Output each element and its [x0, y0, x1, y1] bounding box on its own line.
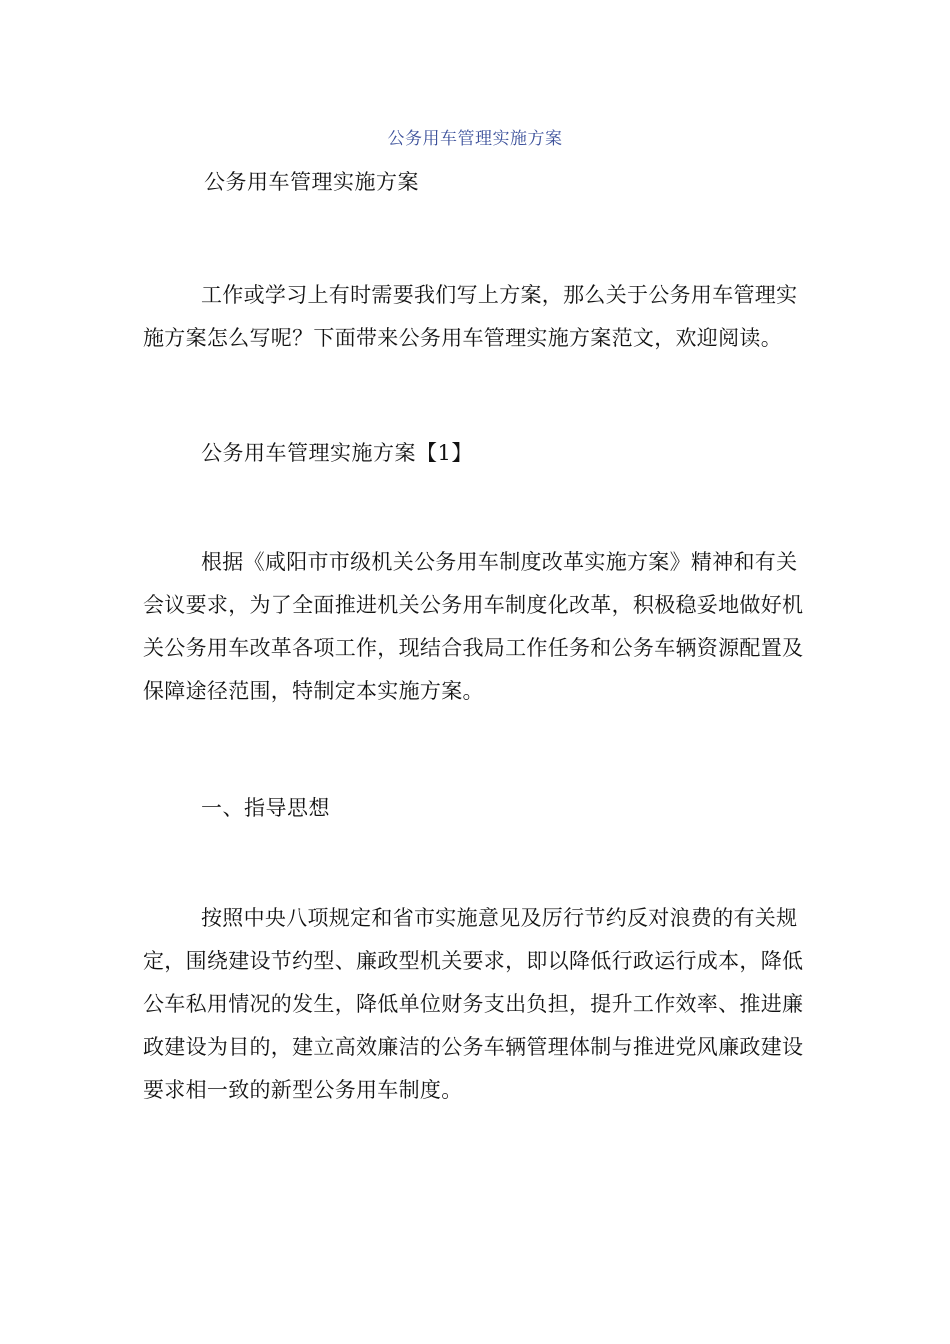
section-1-title: 公务用车管理实施方案【1】: [201, 441, 473, 465]
guiding-ideology-paragraph: 按照中央八项规定和省市实施意见及厉行节约反对浪费的有关规定，围绕建设节约型、廉政型机关要求，即以降低行政运行成本，降低公车私用情况的发生，降低单位财务支出负担，提升工作效率、推进廉政建设为目的，建立高效廉洁的公务车辆管理体制与推进党风廉政建设要求相一致的新型公务用车制度。: [143, 906, 804, 1102]
document-title: 公务用车管理实施方案: [204, 170, 419, 194]
intro-paragraph: 工作或学习上有时需要我们写上方案，那么关于公务用车管理实施方案怎么写呢？下面带来公务用车管理实施方案范文，欢迎阅读。: [143, 283, 798, 350]
heading-guiding-ideology: 一、指导思想: [201, 796, 330, 820]
header-title: 公务用车管理实施方案: [387, 129, 563, 149]
section-1-paragraph: 根据《咸阳市市级机关公务用车制度改革实施方案》精神和有关会议要求，为了全面推进机关公务用车制度化改革，积极稳妥地做好机关公务用车改革各项工作，现结合我局工作任务和公务车辆资源配置及保障途径范围，特制定本实施方案。: [143, 550, 804, 703]
